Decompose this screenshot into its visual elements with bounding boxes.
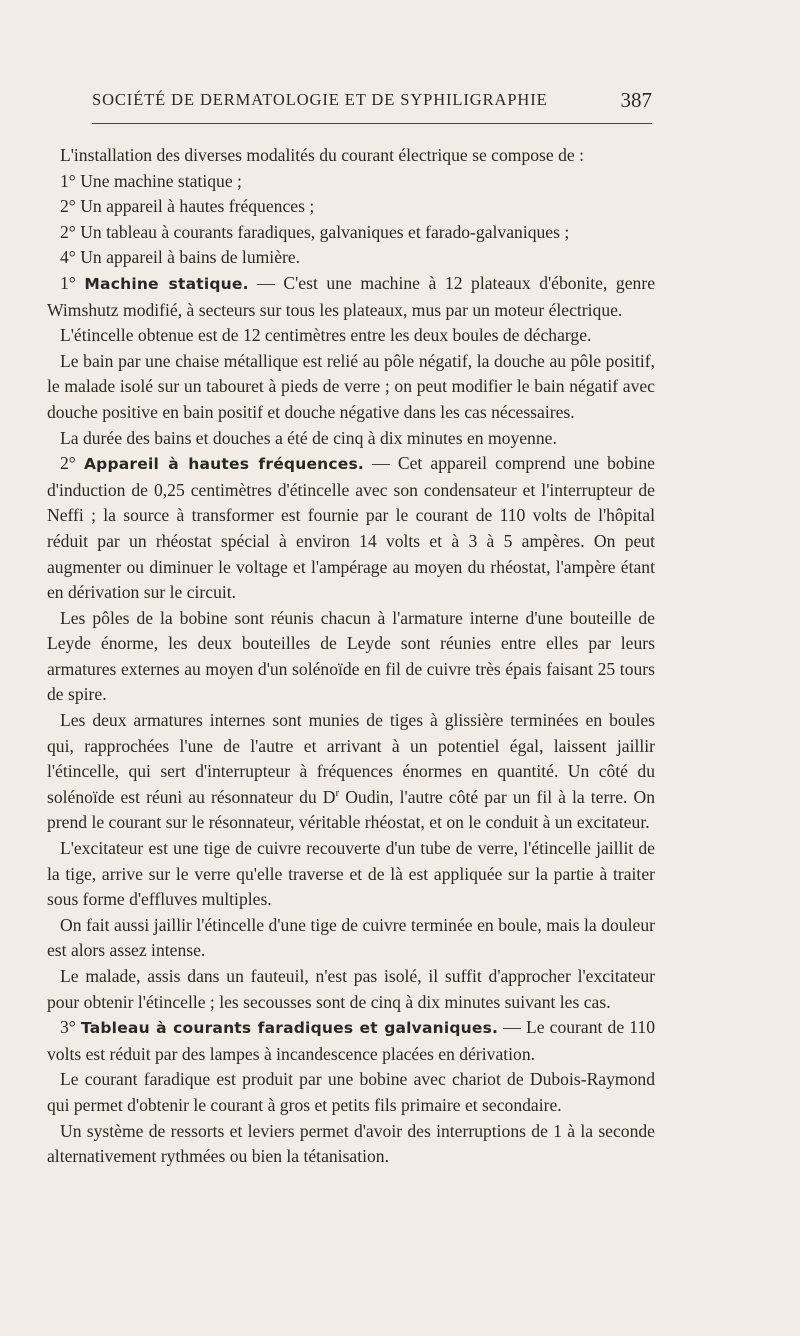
paragraph: On fait aussi jaillir l'étincelle d'une tige de cuivre terminée en boule, mais la douleur est alors assez intense. [47, 914, 655, 961]
section-paragraph: 2° Appareil à hautes fréquences. — Cet appareil comprend une bobine d'induction de 0,25 centimètres d'étincelle avec son condensateur et l'interrupteur de Neffi ; la source à transformer est fournie par le courant de 110 volts de l'hôpital réduit par un rhéostat spécial à environ 14 volts et à 3 à 5 ampères. On peut augmenter ou diminuer le voltage et l'ampérage au moyen du rhéostat, l'ampère étant en dérivation sur le circuit. [47, 453, 655, 603]
list-item: 2° Un appareil à hautes fréquences ; [60, 196, 315, 217]
paragraph: Un système de ressorts et leviers permet d'avoir des interruptions de 1 à la seconde alternativement rythmées ou bien la tétanisation. [47, 1120, 655, 1167]
body-text [47, 143, 655, 1170]
list-item: 2° Un tableau à courants faradiques, galvaniques et farado-galvaniques ; [60, 221, 570, 242]
running-title: SOCIÉTÉ DE DERMATOLOGIE ET DE SYPHILIGRAPHIE [92, 90, 548, 109]
paragraph: La durée des bains et douches a été de cinq à dix minutes en moyenne. [60, 427, 557, 448]
header-rule [92, 123, 652, 124]
paragraph: L'installation des diverses modalités du courant électrique se compose de : [60, 145, 584, 165]
section-heading: Tableau à courants faradiques et galvaniques. [80, 1019, 499, 1038]
section-heading: Machine statique. [84, 274, 249, 293]
paragraph: Les deux armatures internes sont munies de tiges à glissière terminées en boules qui, rapprochées l'une de l'autre et arrivant à un potentiel égal, laissent jaillir l'étincelle, qui sert d'interrupteur à fréquences énormes en quantité. Un côté du solénoïde est réuni au résonnateur du $D^r$ Oudin, l'autre côté par un fil à la terre. On prend le courant sur le résonnateur, véritable rhéostat, et on le conduit à un excitateur. [47, 710, 655, 833]
section-heading: Appareil à hautes fréquences. [83, 455, 365, 474]
section-paragraph: 3° Tableau à courants faradiques et galvaniques. — Le courant de 110 volts est réduit par des lampes à incandescence placées en dérivation. [47, 1017, 655, 1064]
section-paragraph: 1° Machine statique. — C'est une machine à 12 plateaux d'ébonite, genre Wimshutz modifié, à secteurs sur tous les plateaux, mus par un moteur électrique. [47, 272, 655, 320]
running-header [92, 90, 652, 116]
paragraph: L'excitateur est une tige de cuivre recouverte d'un tube de verre, l'étincelle jaillit de la tige, arrive sur le verre qu'elle traverse et de là est appliquée sur la partie à traiter sous forme d'effluves multiples. [47, 838, 655, 910]
paragraph: Le malade, assis dans un fauteuil, n'est pas isolé, il suffit d'approcher l'excitateur pour obtenir l'étincelle ; les secousses sont de cinq à dix minutes suivant les cas. [47, 966, 655, 1012]
list-item: 4° Un appareil à bains de lumière. [60, 247, 301, 268]
paragraph: L'étincelle obtenue est de 12 centimètres entre les deux boules de décharge. [60, 325, 592, 346]
list-item: 1° Une machine statique ; [60, 170, 242, 191]
page-number: 387 [620, 88, 652, 112]
paragraph: Le courant faradique est produit par une bobine avec chariot de Dubois-Raymond qui permet d'obtenir le courant à gros et petits fils primaire et secondaire. [47, 1069, 655, 1115]
paragraph: Le bain par une chaise métallique est relié au pôle négatif, la douche au pôle positif, le malade isolé sur un tabouret à pieds de verre ; on peut modifier le bain négatif avec douche positive en bain positif et douche négative dans les cas nécessaires. [47, 350, 655, 422]
paragraph: Les pôles de la bobine sont réunis chacun à l'armature interne d'une bouteille de Leyde énorme, les deux bouteilles de Leyde sont réunies entre elles par leurs armatures externes au moyen d'un solénoïde en fil de cuivre très épais faisant 25 tours de spire. [47, 607, 655, 705]
